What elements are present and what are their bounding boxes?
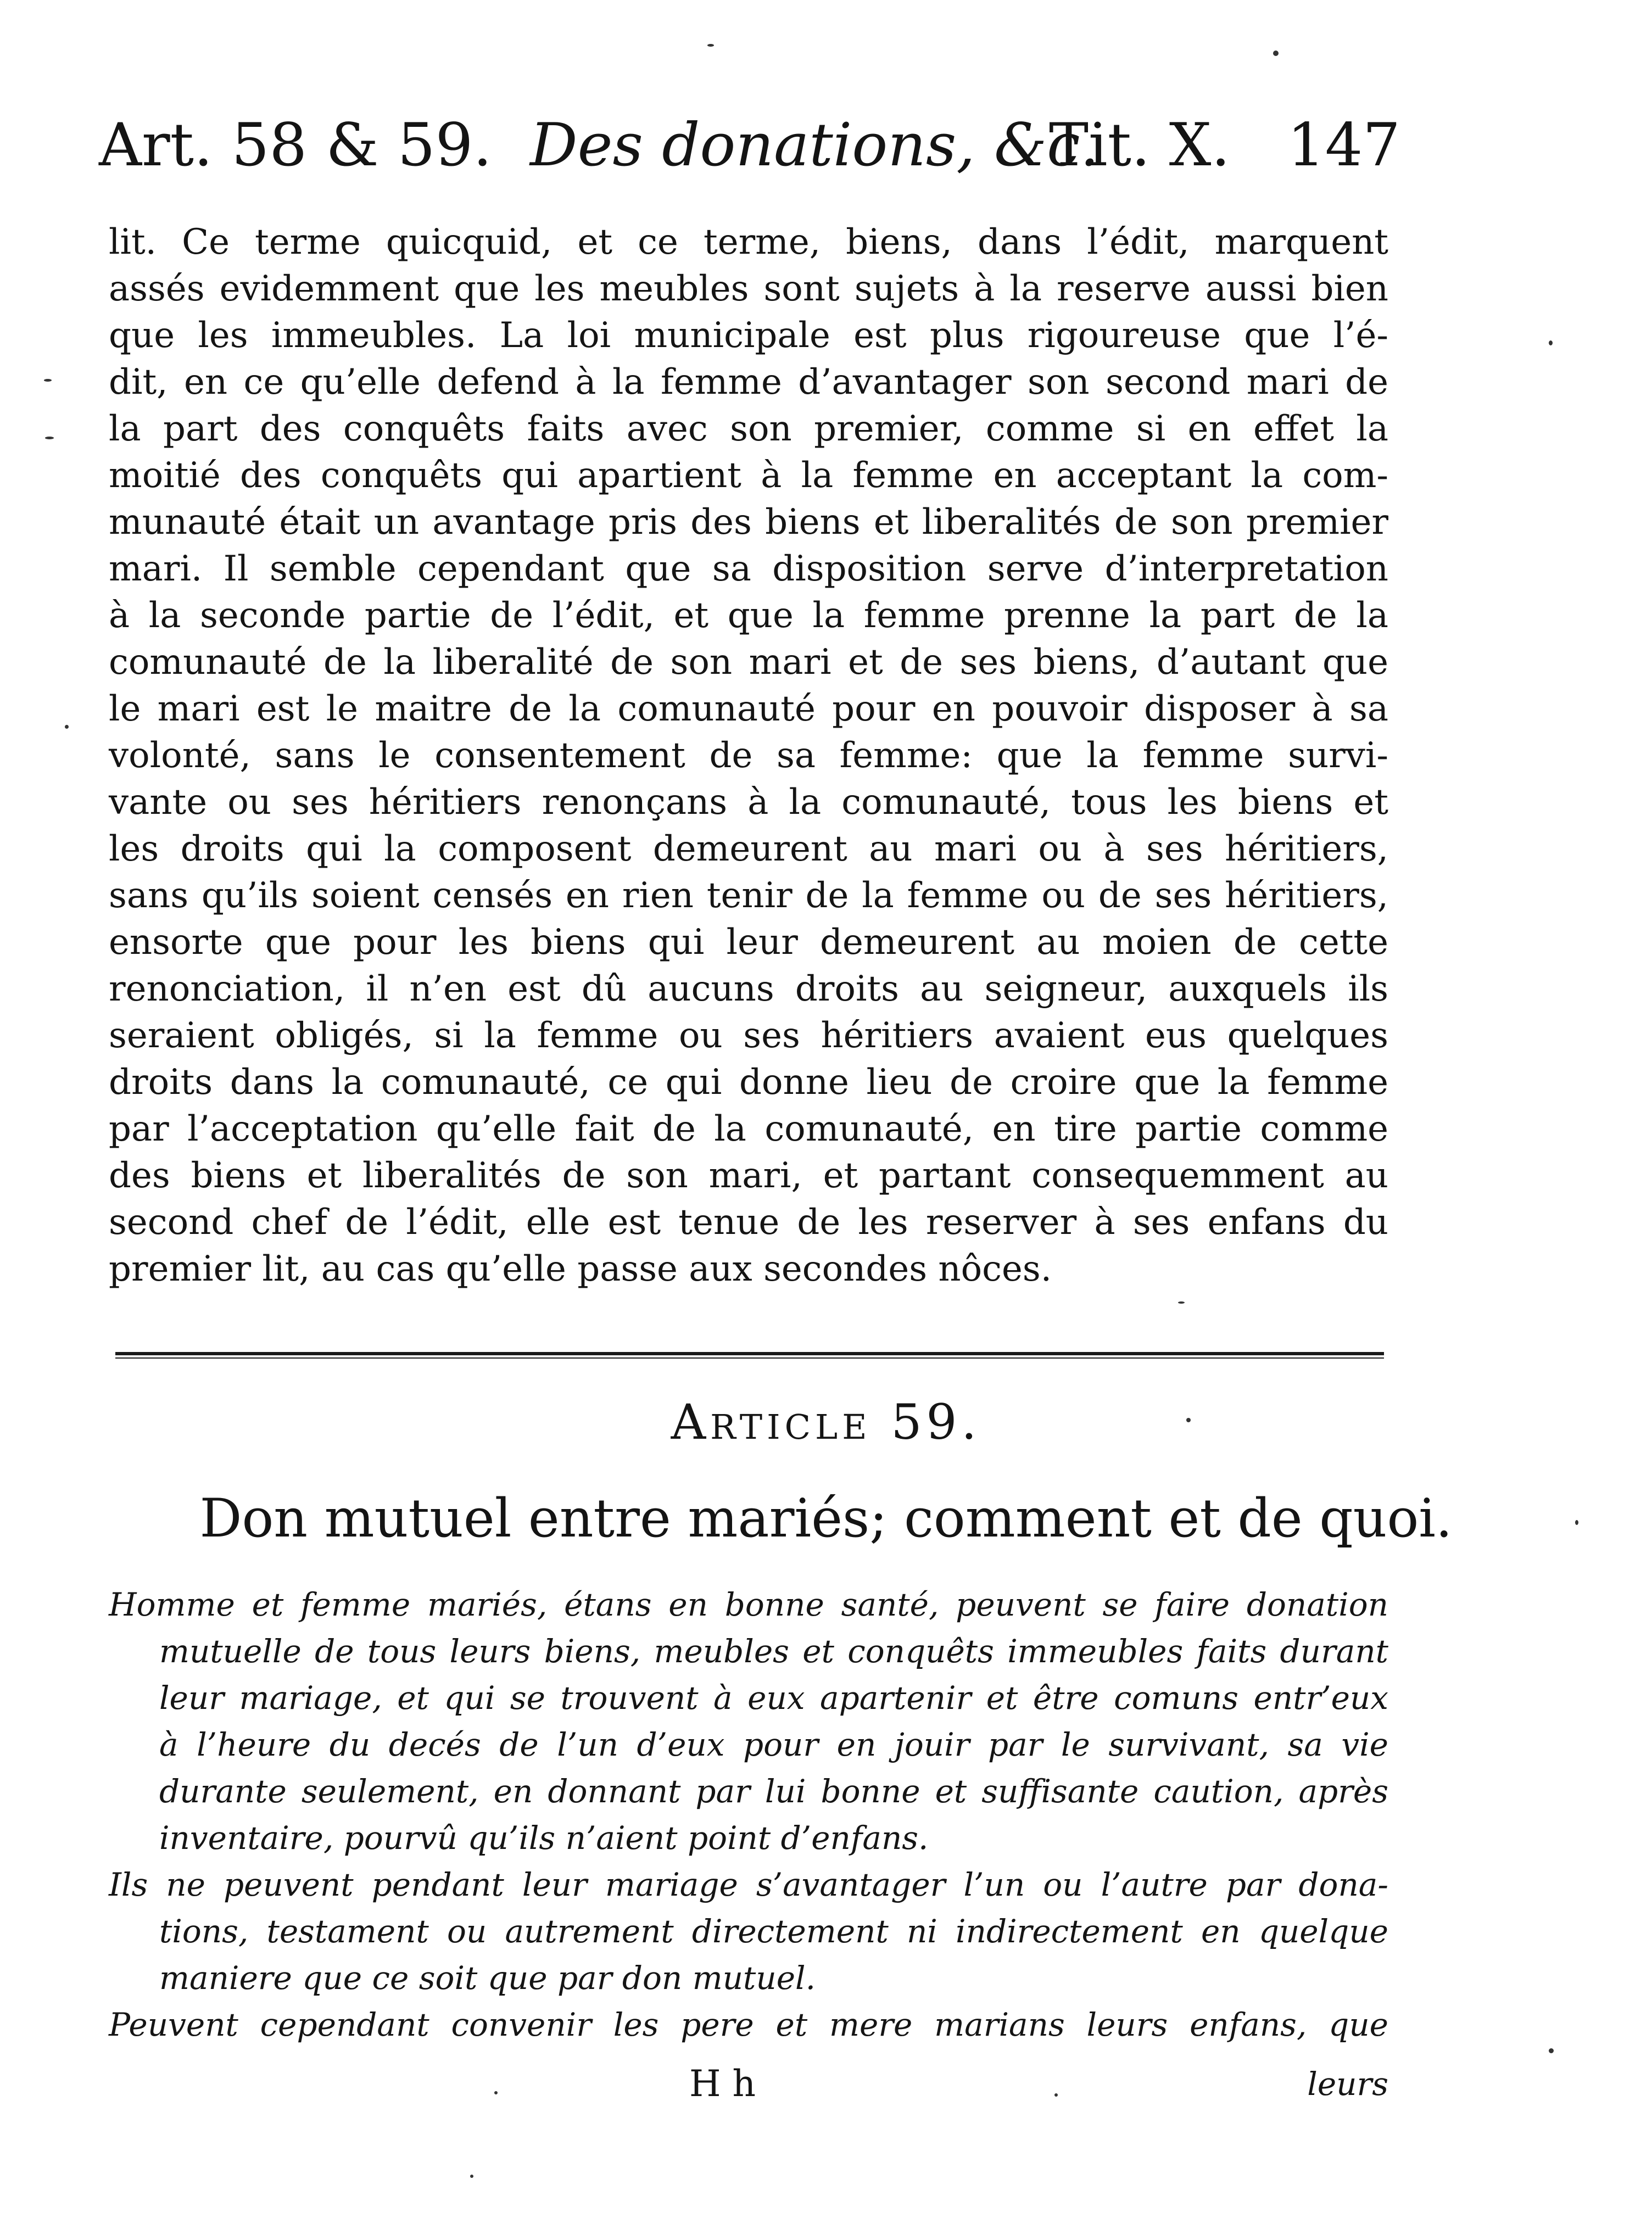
body-line: renonciation, il n’en est dû aucuns droits au seigneur, auxquels ils	[109, 969, 1388, 1009]
body-line: le mari est le maitre de la comunauté pour en pouvoir disposer à sa	[109, 689, 1388, 729]
article-subtitle: Don mutuel entre mariés; comment et de quoi.	[199, 1488, 1453, 1549]
scan-speck	[1273, 51, 1279, 56]
header-section-title: Des donations, &c.	[530, 111, 1099, 180]
article-line: tions, testament ou autrement directement ni indirectement en quelque	[159, 1913, 1388, 1950]
body-line: mari. Il semble cependant que sa disposition serve d’interpretation	[109, 549, 1388, 589]
scan-speck	[1178, 1301, 1185, 1304]
article-line: inventaire, pourvû qu’ils n’aient point d’enfans.	[159, 1819, 929, 1857]
article-line: Ils ne peuvent pendant leur mariage s’avantager l’un ou l’autre par dona-	[109, 1866, 1388, 1903]
scan-speck	[44, 379, 52, 382]
body-line: second chef de l’édit, elle est tenue de les reserver à ses enfans du	[109, 1202, 1388, 1243]
running-header	[99, 113, 1400, 178]
article-line: maniere que ce soit que par don mutuel.	[159, 1959, 816, 1997]
body-line: droits dans la comunauté, ce qui donne lieu de croire que la femme	[109, 1062, 1388, 1103]
article-line: à l’heure du decés de l’un d’eux pour en jouir par le survivant, sa vie	[159, 1726, 1388, 1763]
body-line: moitié des conquêts qui apartient à la femme en acceptant la com-	[109, 455, 1388, 496]
scan-speck	[45, 437, 54, 439]
article-line: Homme et femme mariés, étans en bonne santé, peuvent se faire donation	[109, 1586, 1388, 1623]
body-line: comunauté de la liberalité de son mari et de ses biens, d’autant que	[109, 642, 1388, 683]
scan-speck	[494, 2091, 498, 2094]
body-line: par l’acceptation qu’elle fait de la comunauté, en tire partie comme	[109, 1109, 1388, 1149]
signature-mark: H h	[689, 2063, 756, 2105]
scan-speck	[707, 44, 714, 47]
body-line: assés evidemment que les meubles sont sujets à la reserve aussi bien	[109, 269, 1388, 309]
header-article-ref: Art. 58 & 59.	[99, 111, 492, 180]
body-line: lit. Ce terme quicquid, et ce terme, biens, dans l’édit, marquent	[109, 222, 1388, 262]
scan-speck	[1054, 2093, 1058, 2097]
body-line: munauté était un avantage pris des biens et liberalités de son premier	[109, 502, 1388, 543]
article-line: mutuelle de tous leurs biens, meubles et conquêts immeubles faits durant	[159, 1633, 1388, 1670]
scan-speck	[1549, 340, 1553, 345]
body-line: dit, en ce qu’elle defend à la femme d’avantager son second mari de	[109, 362, 1388, 403]
body-line: que les immeubles. La loi municipale est plus rigoureuse que l’é-	[109, 315, 1388, 356]
body-line: vante ou ses héritiers renonçans à la comunauté, tous les biens et	[109, 782, 1388, 823]
header-title-ref: Tit. X.	[1049, 111, 1230, 180]
body-line: premier lit, au cas qu’elle passe aux secondes nôces.	[109, 1249, 1052, 1289]
body-line: les droits qui la composent demeurent au mari ou à ses héritiers,	[109, 829, 1388, 869]
body-line: seraient obligés, si la femme ou ses héritiers avaient eus quelques	[109, 1015, 1388, 1056]
article-line: Peuvent cependant convenir les pere et mere marians leurs enfans, que	[109, 2006, 1388, 2043]
section-rule	[115, 1352, 1384, 1355]
body-line: volonté, sans le consentement de sa femme: que la femme survi-	[109, 735, 1388, 776]
page-number: 147	[1287, 111, 1400, 180]
scan-speck	[1575, 1520, 1578, 1525]
body-line: des biens et liberalités de son mari, et partant consequemment au	[109, 1155, 1388, 1196]
section-rule-thin	[115, 1357, 1384, 1359]
catchword: leurs	[1307, 2065, 1388, 2103]
scan-speck	[1549, 2048, 1554, 2053]
article-heading: Article 59.	[671, 1394, 981, 1450]
article-line: leur mariage, et qui se trouvent à eux apartenir et être comuns entr’eux	[159, 1679, 1388, 1717]
body-line: à la seconde partie de l’édit, et que la femme prenne la part de la	[109, 595, 1388, 636]
body-line: sans qu’ils soient censés en rien tenir de la femme ou de ses héritiers,	[109, 875, 1388, 916]
scan-speck	[65, 725, 69, 729]
scan-speck	[470, 2175, 473, 2178]
body-line: ensorte que pour les biens qui leur demeurent au moien de cette	[109, 922, 1388, 963]
body-line: la part des conquêts faits avec son premier, comme si en effet la	[109, 409, 1388, 449]
scan-speck	[1186, 1418, 1191, 1422]
article-line: durante seulement, en donnant par lui bonne et suffisante caution, après	[159, 1773, 1388, 1810]
